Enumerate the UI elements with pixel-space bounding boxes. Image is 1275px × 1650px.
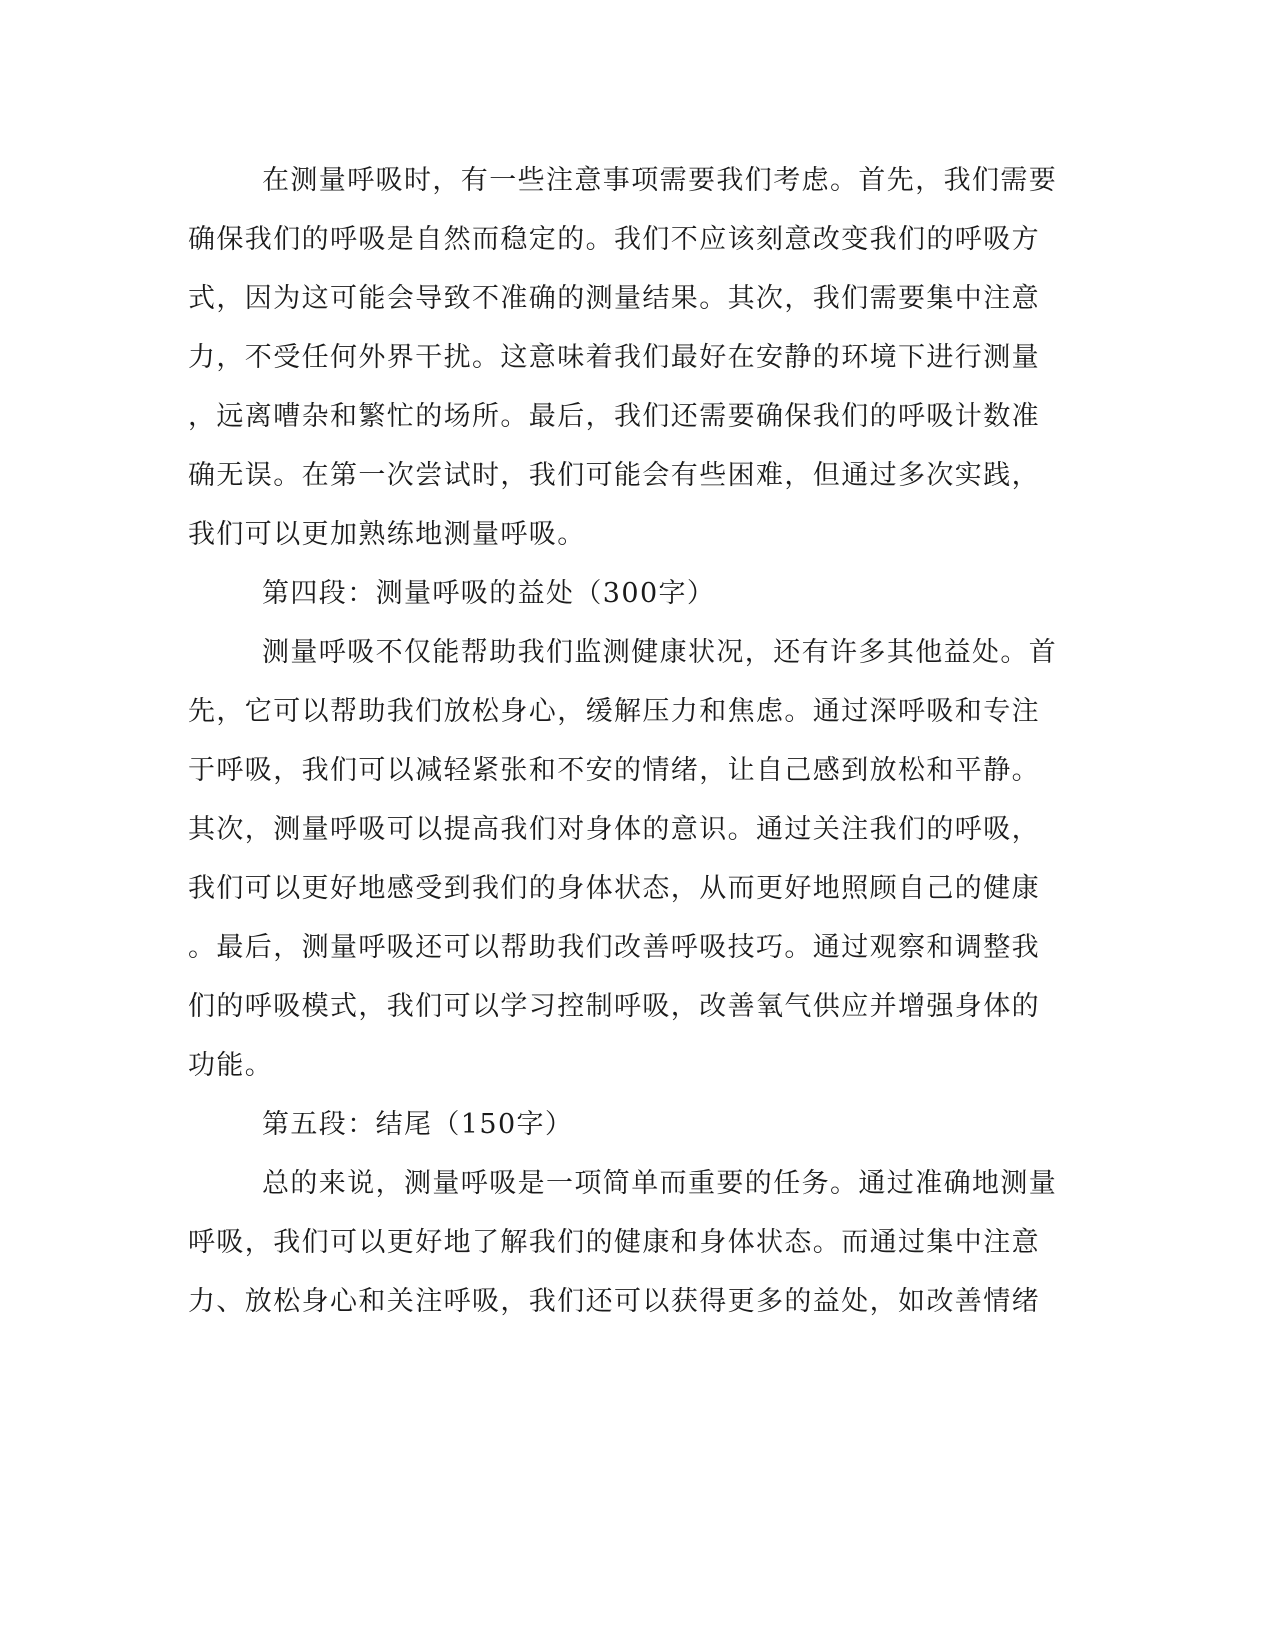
paragraph-3-line-7: 我们可以更加熟练地测量呼吸。 <box>188 519 586 550</box>
paragraph-4-line-8: 功能。 <box>188 1050 274 1081</box>
paragraph-4-line-1: 测量呼吸不仅能帮助我们监测健康状况，还有许多其他益处。首 <box>262 637 1058 668</box>
section-5-heading: 第五段：结尾（150字） <box>262 1109 574 1140</box>
paragraph-4-line-2: 先，它可以帮助我们放松身心，缓解压力和焦虑。通过深呼吸和专注 <box>188 696 1040 727</box>
paragraph-5-line-3: 力、放松身心和关注呼吸，我们还可以获得更多的益处，如改善情绪 <box>188 1286 1040 1317</box>
paragraph-4-line-6: 。最后，测量呼吸还可以帮助我们改善呼吸技巧。通过观察和调整我 <box>188 932 1040 963</box>
paragraph-4-line-3: 于呼吸，我们可以减轻紧张和不安的情绪，让自己感到放松和平静。 <box>188 755 1040 786</box>
paragraph-4-line-7: 们的呼吸模式，我们可以学习控制呼吸，改善氧气供应并增强身体的 <box>188 991 1040 1022</box>
paragraph-5-line-1: 总的来说，测量呼吸是一项简单而重要的任务。通过准确地测量 <box>262 1168 1058 1199</box>
paragraph-5-line-2: 呼吸，我们可以更好地了解我们的健康和身体状态。而通过集中注意 <box>188 1227 1040 1258</box>
paragraph-4-line-5: 我们可以更好地感受到我们的身体状态，从而更好地照顾自己的健康 <box>188 873 1040 904</box>
paragraph-3-line-4: 力，不受任何外界干扰。这意味着我们最好在安静的环境下进行测量 <box>188 342 1040 373</box>
paragraph-3-line-3: 式，因为这可能会导致不准确的测量结果。其次，我们需要集中注意 <box>188 283 1040 314</box>
section-4-heading: 第四段：测量呼吸的益处（300字） <box>262 578 716 609</box>
paragraph-3-line-1: 在测量呼吸时，有一些注意事项需要我们考虑。首先，我们需要 <box>262 165 1058 196</box>
paragraph-3-line-2: 确保我们的呼吸是自然而稳定的。我们不应该刻意改变我们的呼吸方 <box>188 224 1040 255</box>
paragraph-3-line-6: 确无误。在第一次尝试时，我们可能会有些困难，但通过多次实践， <box>188 460 1040 491</box>
paragraph-3-line-5: ，远离嘈杂和繁忙的场所。最后，我们还需要确保我们的呼吸计数准 <box>188 401 1040 432</box>
paragraph-4-line-4: 其次，测量呼吸可以提高我们对身体的意识。通过关注我们的呼吸， <box>188 814 1040 845</box>
